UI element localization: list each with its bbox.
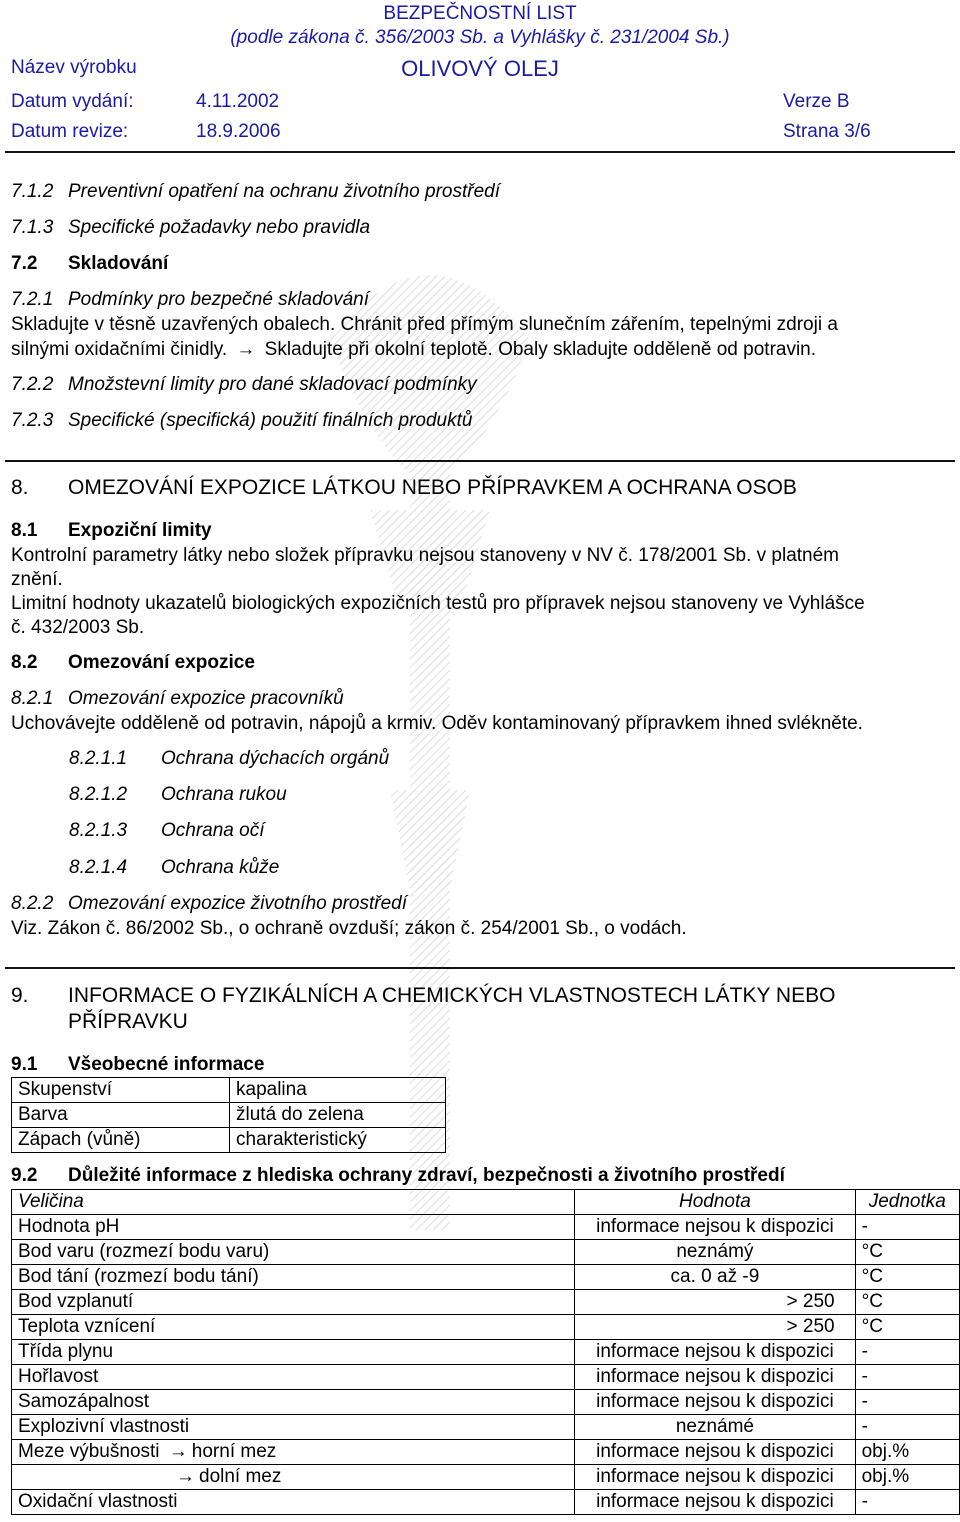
general-info-table <box>11 1077 446 1153</box>
properties-table <box>11 1189 960 1515</box>
section-8-heading: 8. OMEZOVÁNÍ EXPOZICE LÁTKOU NEBO PŘÍPRAVKEM A OCHRANA OSOB <box>11 476 797 499</box>
table-cell: Oxidační vlastnosti <box>12 1490 575 1515</box>
table-cell: neznámý <box>575 1240 855 1265</box>
section-8-divider <box>5 460 955 462</box>
revision-date: 18.9.2006 <box>196 121 281 142</box>
table-cell: °C <box>855 1265 959 1290</box>
table-row <box>12 1490 960 1515</box>
table-cell: Zápach (vůně) <box>12 1128 230 1153</box>
table-cell: informace nejsou k dispozici <box>575 1340 855 1365</box>
table-row <box>12 1078 446 1103</box>
table-cell: Bod tání (rozmezí bodu tání) <box>12 1265 575 1290</box>
table-cell: °C <box>855 1290 959 1315</box>
table-row <box>12 1415 960 1440</box>
table-row <box>12 1440 960 1465</box>
table-cell: Hořlavost <box>12 1365 575 1390</box>
table-cell: obj.% <box>855 1440 959 1465</box>
table-row <box>12 1365 960 1390</box>
section-8-2-1: 8.2.1 Omezování expozice pracovníků <box>11 688 344 709</box>
table-cell: Samozápalnost <box>12 1390 575 1415</box>
product-label: Název výrobku <box>11 57 137 78</box>
section-7-2-heading: 7.2 Skladování <box>11 253 169 274</box>
arrow-icon: → <box>236 339 256 360</box>
revision-date-label: Datum revize: <box>11 121 129 142</box>
exposure-limits-p1-line2: znění. <box>11 569 63 590</box>
worker-exposure-text: Uchovávejte odděleně od potravin, nápojů a krmiv. Oděv kontaminovaný přípravkem ihned svlékněte. <box>11 713 863 734</box>
exposure-limits-p2-line2: č. 432/2003 Sb. <box>11 617 145 638</box>
document-subtitle: (podle zákona č. 356/2003 Sb. a Vyhlášky č. 231/2004 Sb.) <box>230 27 730 48</box>
section-8-2-1-1: 8.2.1.1 Ochrana dýchacích orgánů <box>69 748 390 769</box>
section-9-1-heading: 9.1 Všeobecné informace <box>11 1054 265 1075</box>
table-cell: obj.% <box>855 1465 959 1490</box>
section-7-2-3: 7.2.3 Specifické (specifická) použití finálních produktů <box>11 410 473 431</box>
section-9-divider <box>5 967 955 969</box>
table-cell: informace nejsou k dispozici <box>575 1390 855 1415</box>
table-cell: - <box>855 1490 959 1515</box>
table-cell: informace nejsou k dispozici <box>575 1465 855 1490</box>
table-cell: neznámé <box>575 1415 855 1440</box>
table-cell: - <box>855 1390 959 1415</box>
table-cell: Bod varu (rozmezí bodu varu) <box>12 1240 575 1265</box>
table-cell: - <box>855 1215 959 1240</box>
table-row <box>12 1340 960 1365</box>
table-cell: Barva <box>12 1103 230 1128</box>
section-9-2-heading: 9.2 Důležité informace z hlediska ochrany zdraví, bezpečnosti a životního prostředí <box>11 1165 785 1186</box>
table-row <box>12 1103 446 1128</box>
table-header-row <box>12 1190 960 1215</box>
storage-text-line-1: Skladujte v těsně uzavřených obalech. Chránit před přímým slunečním zářením, tepelnými zdroji a <box>11 314 838 335</box>
section-8-2-heading: 8.2 Omezování expozice <box>11 652 255 673</box>
version: Verze B <box>783 91 850 112</box>
table-cell: Bod vzplanutí <box>12 1290 575 1315</box>
page-number: Strana 3/6 <box>783 121 871 142</box>
table-row <box>12 1265 960 1290</box>
table-row <box>12 1315 960 1340</box>
column-header-quantity: Veličina <box>12 1190 575 1215</box>
section-8-2-1-4: 8.2.1.4 Ochrana kůže <box>69 857 280 878</box>
table-cell: informace nejsou k dispozici <box>575 1365 855 1390</box>
section-8-2-2: 8.2.2 Omezování expozice životního prostředí <box>11 893 408 914</box>
table-row <box>12 1390 960 1415</box>
table-row <box>12 1465 960 1490</box>
table-cell: Meze výbušnosti → horní mez <box>12 1440 575 1465</box>
issue-date: 4.11.2002 <box>196 91 280 112</box>
section-8-2-1-2: 8.2.1.2 Ochrana rukou <box>69 784 287 805</box>
storage-text-line-2: silnými oxidačními činidly. → Skladujte při okolní teplotě. Obaly skladujte odděleně od potravin. <box>11 339 817 360</box>
section-9-heading-line1: 9. INFORMACE O FYZIKÁLNÍCH A CHEMICKÝCH VLASTNOSTECH LÁTKY NEBO <box>11 984 836 1007</box>
exposure-limits-p1-line1: Kontrolní parametry látky nebo složek přípravku nejsou stanoveny v NV č. 178/2001 Sb. v platném <box>11 545 840 566</box>
table-cell: - <box>855 1415 959 1440</box>
table-cell: žlutá do zelena <box>230 1103 446 1128</box>
table-cell: Třída plynu <box>12 1340 575 1365</box>
table-cell: Explozivní vlastnosti <box>12 1415 575 1440</box>
issue-date-label: Datum vydání: <box>11 91 134 112</box>
table-cell: informace nejsou k dispozici <box>575 1440 855 1465</box>
table-cell: → dolní mez <box>12 1465 575 1490</box>
column-header-value: Hodnota <box>575 1190 855 1215</box>
table-cell: ca. 0 až -9 <box>575 1265 855 1290</box>
table-row <box>12 1215 960 1240</box>
section-9-heading-line2: PŘÍPRAVKU <box>68 1010 188 1033</box>
product-name: OLIVOVÝ OLEJ <box>401 56 559 81</box>
table-cell: charakteristický <box>230 1128 446 1153</box>
section-7-1-2: 7.1.2 Preventivní opatření na ochranu životního prostředí <box>11 181 500 202</box>
table-cell: °C <box>855 1240 959 1265</box>
section-7-2-2: 7.2.2 Množstevní limity pro dané skladovací podmínky <box>11 374 477 395</box>
column-header-unit: Jednotka <box>855 1190 959 1215</box>
document-title: BEZPEČNOSTNÍ LIST <box>383 3 577 24</box>
table-cell: > 250 <box>575 1290 855 1315</box>
table-cell: Hodnota pH <box>12 1215 575 1240</box>
section-8-1-heading: 8.1 Expoziční limity <box>11 520 212 541</box>
header-divider <box>5 151 955 153</box>
table-row <box>12 1290 960 1315</box>
table-cell: informace nejsou k dispozici <box>575 1215 855 1240</box>
section-8-2-1-3: 8.2.1.3 Ochrana očí <box>69 820 265 841</box>
arrow-icon: → <box>176 1466 195 1487</box>
table-row <box>12 1128 446 1153</box>
table-cell: Teplota vznícení <box>12 1315 575 1340</box>
table-cell: °C <box>855 1315 959 1340</box>
table-cell: Skupenství <box>12 1078 230 1103</box>
table-cell: informace nejsou k dispozici <box>575 1490 855 1515</box>
table-cell: - <box>855 1340 959 1365</box>
table-cell: > 250 <box>575 1315 855 1340</box>
environment-exposure-text: Viz. Zákon č. 86/2002 Sb., o ochraně ovzduší; zákon č. 254/2001 Sb., o vodách. <box>11 918 687 939</box>
exposure-limits-p2-line1: Limitní hodnoty ukazatelů biologických expozičních testů pro přípravek nejsou stanoveny ve Vyhlášce <box>11 593 865 614</box>
table-row <box>12 1240 960 1265</box>
section-7-2-1: 7.2.1 Podmínky pro bezpečné skladování <box>11 289 370 310</box>
arrow-icon: → <box>168 1441 188 1462</box>
table-cell: kapalina <box>230 1078 446 1103</box>
section-7-1-3: 7.1.3 Specifické požadavky nebo pravidla <box>11 217 371 238</box>
table-cell: - <box>855 1365 959 1390</box>
